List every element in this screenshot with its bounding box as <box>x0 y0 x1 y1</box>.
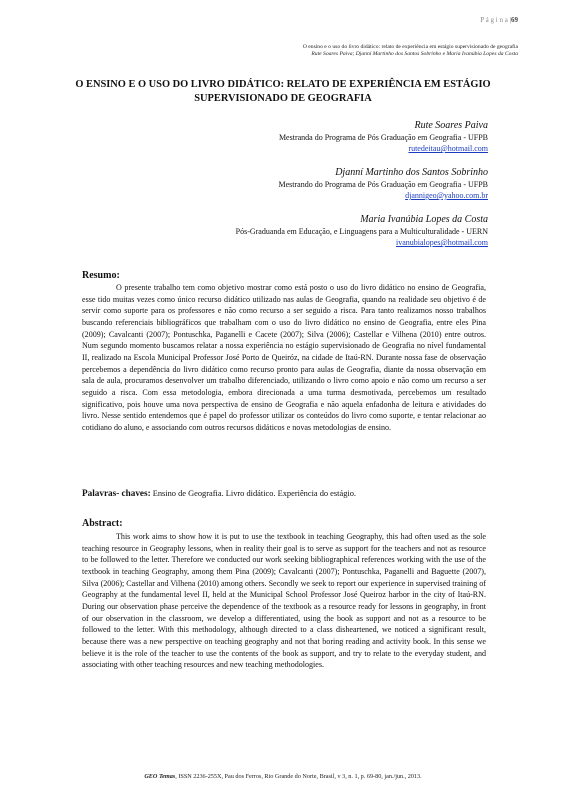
author-affiliation: Mestrando do Programa de Pós Graduação em Geografia - UFPB <box>278 180 488 189</box>
author-entry <box>148 213 488 248</box>
resumo-text: O presente trabalho tem como objetivo mostrar como está posto o uso do livro didático no ensino de Geografia, esse tido muitas vezes como único recurso didático utilizado nas aulas de Geografia, quando na realidade seu objetivo é de servir como suporte para os professores e não como recurso a ser seguido a risca. Para tanto realizamos nosso trabalhos buscando referenciais bibliográficos que trabalham com o uso do livro didático no ensino de Geografia, entre eles Pina (2009); Cavalcanti (2007); Pontuschka, Paganelli e Cacete (2007); Silva (2006); Castellar e Vilhena (2010) entre outros. Num segundo momento buscamos relatar a nossa experiência no estágio supervisionado de Geografia no nível fundamental II, realizado na Escola Municipal Professor José Porto de Queiróz, na cidade de Itaú-RN. Durante nossa fase de observação percebemos a dependência do livro didático como recurso pronto para aulas de Geografia, diante da nossa observação em sala de aula, procuramos desenvolver um trabalho diferenciado, utilizando o livro como apoio e não como um recurso a ser seguido a risca. Com essa metodologia, embora direcionada a uma turma desmotivada, percebemos um resultado significativo, pois houve uma nova perspectiva de ensino de Geografia e não aquela enfadonha de leitura e atividades do livro. Nesse sentido entendemos que é papel do professor utilizar os conteúdos do livro como suporte, e tentar relacionar ao cotidiano do aluno, e associando com outros recursos didáticos e novas metodologias de ensino. <box>82 283 486 432</box>
page-header <box>480 16 518 24</box>
author-entry <box>148 166 488 201</box>
author-entry <box>148 119 488 154</box>
author-name: Rute Soares Paiva <box>414 120 488 131</box>
header-divider: | <box>509 16 511 24</box>
keywords-text: Ensino de Geografia. Livro didático. Experiência do estágio. <box>152 489 356 498</box>
page-footer <box>0 773 566 780</box>
running-header <box>218 44 518 58</box>
page-number: 69 <box>511 16 518 24</box>
author-name: Djanní Martinho dos Santos Sobrinho <box>335 167 488 178</box>
footer-citation: , ISSN 2236-255X, Pau dos Ferros, Rio Grande do Norte, Brasil, v 3, n. 1, p. 69-80, jan./jun., 2013. <box>175 773 422 780</box>
page-label: P á g i n a <box>480 16 508 24</box>
author-affiliation: Mestranda do Programa de Pós Graduação em Geografia - UFPB <box>278 133 488 142</box>
abstract-text: This work aims to show how it is put to use the textbook in teaching Geography, this had often used as the sole teaching resource in Geography lessons, when in reality their goal is to serve as support for the teachers and not as resource to be followed to the letter. Therefore we conducted our work seeking bibliographical references working with the use of the textbook in teaching Geography, among them Pina (2009); Cavalcanti (2007); Pontuschka, Paganelli and Baguette (2007), Silva (2006); Castellar and Vilhena (2010) among others. Secondly we seek to report our experience in supervised training of Geography at the fundamental level II, held at the Municipal School Professor José Queiroz harbor in the city of Itaú-RN. During our observation phase perceive the dependence of the textbook as a resource ready for lessons in geography, in front of our observation in the classroom, we develop a differentiated, using the book as support and not as a resource to be followed to the letter. With this methodology, although directed to a class disheartened, we noticed a significant result, because there was a new perspective on teaching geography and not that boring reading and activity book. In this sense we believe it is the role of the teacher to use the contents of the book as support, and try to relate to the everyday student, and associating with other teaching resources and new teaching methodologies. <box>82 532 486 670</box>
author-affiliation: Pós-Graduanda em Educação, e Linguagens para a Multiculturalidade - UERN <box>235 227 488 236</box>
author-name: Maria Ivanúbia Lopes da Costa <box>360 214 488 225</box>
running-header-authors: Rute Soares Paiva; Djanní Martinho dos Santos Sobrinho e Maria Ivanúbia Lopes da Costa <box>311 51 518 57</box>
author-email-link[interactable]: ivanubialopes@hotmail.com <box>395 238 488 247</box>
resumo-heading: Resumo: <box>82 270 120 281</box>
author-email-link[interactable]: djannigeo@yahoo.com.br <box>405 191 488 200</box>
journal-logo: GEO Temas <box>144 773 176 780</box>
author-block <box>148 119 488 260</box>
running-header-title: O ensino e o uso do livro didático: relato de experiência em estágio supervisionado de geografia <box>302 44 518 50</box>
keywords <box>82 488 502 498</box>
keywords-label: Palavras- chaves: <box>82 488 151 498</box>
paper-title: O ENSINO E O USO DO LIVRO DIDÁTICO: RELATO DE EXPERIÊNCIA EM ESTÁGIO SUPERVISIONADO DE GEOGRAFIA <box>75 79 491 104</box>
author-email-link[interactable]: rutedeitau@hotmail.com <box>408 144 488 153</box>
abstract-heading: Abstract: <box>82 518 123 529</box>
